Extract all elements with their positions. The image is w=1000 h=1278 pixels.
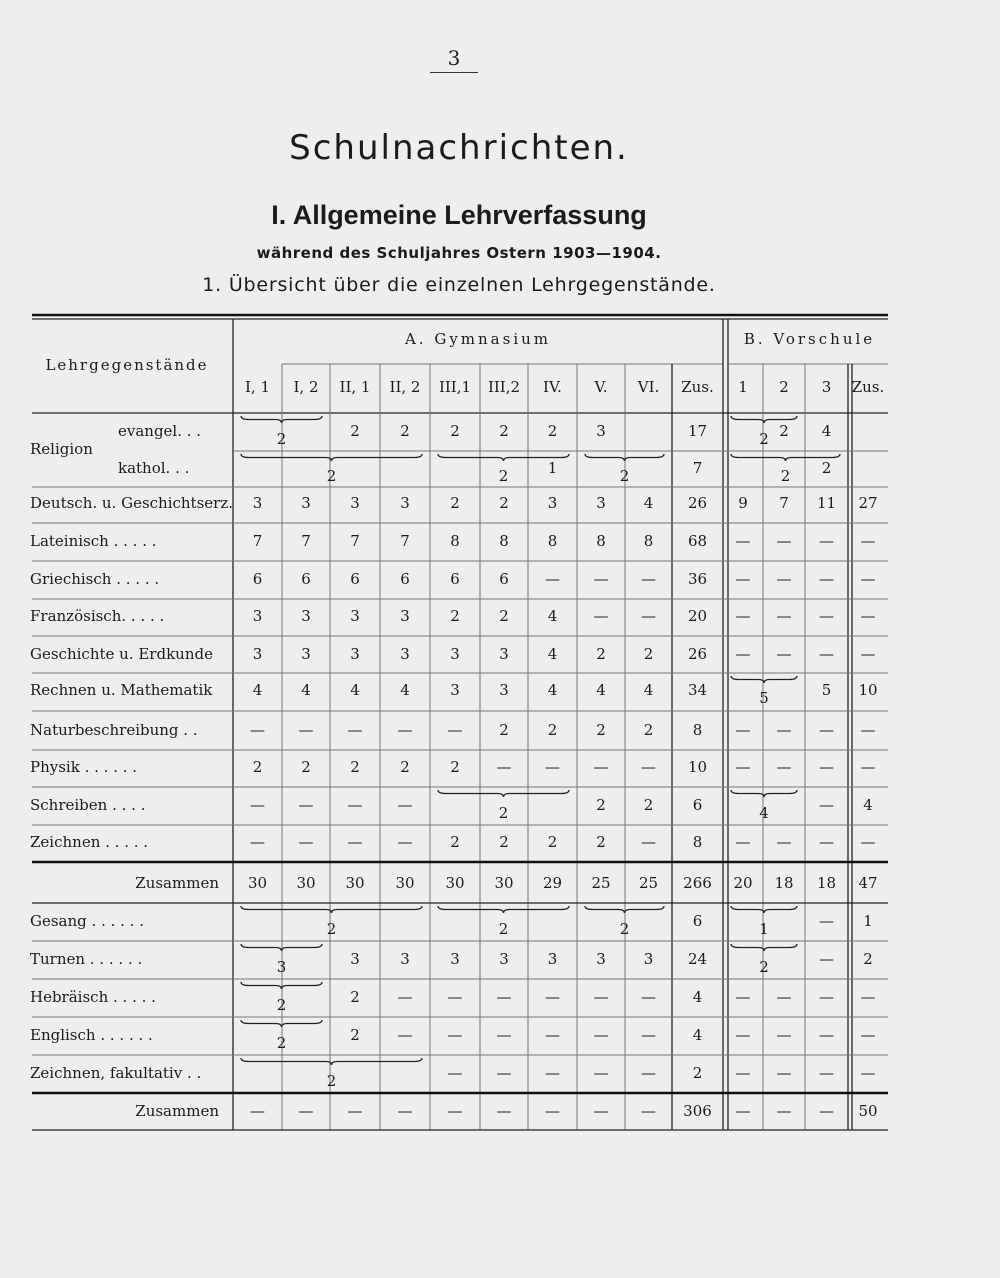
table-cell: — [545,1026,560,1044]
table-cell: — [860,1026,876,1044]
table-cell: 3 [400,950,410,968]
table-cell: — [860,721,876,739]
table-cell: — [641,607,656,625]
table-cell: 3 [596,950,606,968]
column-header: Zus. [681,378,714,396]
table-cell: 36 [687,570,708,588]
table-cell: 2 [350,422,360,440]
table-cell: — [250,721,265,739]
table-cell: 7 [779,494,789,512]
table-cell: — [819,1064,834,1082]
table-cell: 2 [692,1064,703,1082]
table-cell: — [447,988,463,1006]
table-cell: 6 [252,570,263,588]
table-cell: 266 [683,874,712,892]
table-cell: — [819,532,834,550]
table-cell: 3 [499,681,509,699]
table-cell: — [641,570,656,588]
table-cell: 11 [816,494,837,512]
table-cell: 3 [547,494,558,512]
column-header: VI. [637,378,660,396]
table-cell: 3 [400,607,410,625]
table-cell: 17 [687,422,708,440]
span-value: 2 [498,804,509,822]
table-cell: 3 [350,950,360,968]
row-label: Physik . . . . . . [30,758,138,776]
table-cell: — [819,721,834,739]
table-cell: 7 [252,532,263,550]
table-cell: — [641,833,656,851]
table-cell: 4 [252,681,263,699]
table-cell: — [819,912,834,930]
table-cell: 3 [301,494,311,512]
table-cell: — [641,1026,656,1044]
span-brace [731,906,797,913]
table-cell: 5 [821,681,832,699]
table-cell: 4 [692,988,703,1006]
table-cell: — [735,988,751,1006]
table-cell: — [819,570,834,588]
table-cell: — [593,607,609,625]
column-header: I, 1 [244,378,271,396]
table-cell: — [776,721,792,739]
row-label: Deutsch. u. Geschichtserz. [30,494,234,512]
table-cell: 4 [643,681,654,699]
row-label: Schreiben . . . . [30,796,146,814]
table-cell: 2 [499,721,509,739]
column-header: II, 1 [339,378,371,396]
table-cell: — [298,796,314,814]
table-cell: 3 [596,494,606,512]
table-cell: 4 [547,645,558,663]
table-cell: 6 [692,912,703,930]
table-cell: 3 [350,494,360,512]
table-cell: — [593,1026,609,1044]
table-cell: 3 [450,950,460,968]
table-cell: 9 [738,494,748,512]
table-cell: — [641,1102,656,1120]
table-cell: — [250,833,265,851]
table-cell: 2 [350,758,360,776]
table-cell: — [819,833,834,851]
school-year-subtitle: während des Schuljahres Ostern 1903—1904. [256,244,662,262]
table-cell: 2 [547,721,558,739]
table-cell: 2 [450,833,460,851]
table-cell: — [819,607,834,625]
table-cell: — [347,1102,363,1120]
table-cell: — [776,570,792,588]
table-cell: 2 [499,494,509,512]
table-cell: — [593,988,609,1006]
column-header: III,1 [438,378,472,396]
column-header: V. [594,378,608,396]
column-header: I, 2 [293,378,319,396]
table-cell: 2 [499,607,509,625]
table-cell: — [641,758,656,776]
table-cell: — [776,1064,792,1082]
table-cell: 2 [547,422,558,440]
row-label: Naturbeschreibung . . [30,721,198,739]
table-cell: 8 [547,532,558,550]
row-label: kathol. . . [118,459,190,477]
table-cell: — [776,833,792,851]
table-cell: 4 [400,681,410,699]
table-cell: 8 [596,532,606,550]
table-cell: — [860,758,876,776]
row-label: Rechnen u. Mathematik [30,681,213,699]
table-cell: 6 [499,570,509,588]
religion-label: Religion [30,440,93,458]
span-value: 1 [759,920,769,938]
table-cell: 7 [301,532,311,550]
table-cell: — [776,758,792,776]
table-cell: — [593,570,609,588]
span-brace [438,790,569,797]
span-value: 4 [759,804,769,822]
table-cell: 8 [499,532,509,550]
column-header: Zus. [851,378,885,396]
table-cell: — [347,721,363,739]
table-cell: — [397,796,413,814]
table-cell: 3 [499,645,509,663]
table-cell: 24 [687,950,708,968]
table-cell: — [860,833,876,851]
table-cell: — [397,1026,413,1044]
table-cell: — [860,988,876,1006]
row-label: Gesang . . . . . . [30,912,144,930]
table-cell: 4 [863,796,873,814]
table-cell: 3 [400,645,410,663]
row-label: Englisch . . . . . . [30,1026,153,1044]
table-cell: 3 [499,950,509,968]
span-brace [241,454,422,461]
span-value: 3 [276,958,287,976]
table-cell: — [735,607,751,625]
span-value: 2 [780,467,791,485]
table-cell: — [447,1026,463,1044]
table-cell: — [298,721,314,739]
page-number: 3 [447,46,461,70]
table-cell: — [496,1102,512,1120]
span-value: 2 [619,467,630,485]
table-cell: — [397,988,413,1006]
table-cell: 25 [591,874,611,892]
table-cell: — [545,988,560,1006]
table-cell: 7 [692,459,703,477]
column-header: II, 2 [389,378,421,396]
table-cell: — [397,1102,413,1120]
table-cell: — [860,1064,876,1082]
table-cell: 3 [252,645,263,663]
table-cell: 10 [858,681,878,699]
table-cell: — [860,532,876,550]
section-title: I. Allgemeine Lehrverfassung [271,200,647,230]
row-label: Hebräisch . . . . . [30,988,156,1006]
span-value: 2 [498,467,509,485]
table-cell: — [819,1102,834,1120]
table-cell: 2 [596,796,606,814]
table-cell: 3 [643,950,654,968]
table-cell: — [447,1064,463,1082]
table-cell: 20 [687,607,708,625]
table-cell: — [735,833,751,851]
column-header: 2 [779,378,789,396]
table-cell: 2 [596,645,606,663]
table-cell: 4 [350,681,360,699]
row-label: Geschichte u. Erdkunde [30,645,213,663]
table-cell: — [776,988,792,1006]
table-cell: 3 [301,645,311,663]
table-cell: 30 [494,874,514,892]
table-cell: 8 [692,833,703,851]
table-cell: 34 [687,681,708,699]
table-cell: — [735,758,751,776]
table-cell: — [735,721,751,739]
table-cell: — [776,645,792,663]
span-brace [438,906,569,913]
table-cell: — [735,570,751,588]
table-cell: 2 [350,988,360,1006]
table-cell: 6 [350,570,360,588]
table-cell: 2 [596,833,606,851]
table-cell: 4 [596,681,606,699]
span-brace [731,790,797,797]
span-value: 2 [326,1072,337,1090]
table-cell: 3 [450,681,460,699]
row-label: Zeichnen . . . . . [30,833,149,851]
table-cell: 2 [252,758,263,776]
table-cell: 4 [301,681,311,699]
column-header: IV. [543,378,562,396]
table-cell: 6 [692,796,703,814]
span-brace [731,676,797,683]
row-label: Französisch. . . . . [30,607,165,625]
page-title: Schulnachrichten. [289,128,629,168]
table-cell: 2 [350,1026,360,1044]
span-value: 2 [276,996,287,1014]
table-cell: 2 [643,645,654,663]
table-cell: — [298,1102,314,1120]
table-cell: 8 [643,532,654,550]
table-cell: 4 [547,607,558,625]
table-cell: 2 [499,833,509,851]
table-cell: — [397,721,413,739]
span-value: 2 [619,920,630,938]
table-cell: 2 [779,422,789,440]
table-cell: — [819,950,834,968]
table-cell: — [545,1102,560,1120]
table-cell: 29 [542,874,563,892]
table-cell: 30 [247,874,268,892]
table-cell: — [593,1102,609,1120]
table-cell: — [860,570,876,588]
table-cell: 25 [638,874,659,892]
table-cell: — [496,988,512,1006]
table-cell: — [496,758,512,776]
row-label: Griechisch . . . . . [30,570,160,588]
span-value: 2 [498,920,509,938]
row-header-label: Lehrgegenstände [45,356,209,374]
table-cell: 2 [821,459,832,477]
table-cell: 3 [350,607,360,625]
table-cell: 4 [692,1026,703,1044]
table-cell: — [819,645,834,663]
table-cell: 3 [400,494,410,512]
table-cell: — [496,1026,512,1044]
table-cell: — [776,607,792,625]
table-cell: 2 [301,758,311,776]
table-cell: 3 [450,645,460,663]
table-cell: 18 [816,874,837,892]
table-cell: 68 [687,532,708,550]
span-value: 2 [759,958,769,976]
table-cell: 2 [863,950,873,968]
table-cell: — [641,988,656,1006]
table-cell: 26 [687,645,708,663]
table-cell: 3 [350,645,360,663]
group-gymnasium-label: A. Gymnasium [404,330,552,348]
table-cell: 4 [547,681,558,699]
table-cell: 3 [547,950,558,968]
table-cell: 8 [692,721,703,739]
table-cell: — [735,645,751,663]
row-label: Zusammen [135,1102,219,1120]
table-cell: 6 [450,570,460,588]
table-cell: — [776,532,792,550]
table-cell: 3 [596,422,606,440]
table-cell: 6 [301,570,311,588]
span-brace [241,1058,422,1065]
table-cell: — [545,1064,560,1082]
table-cell: — [250,1102,265,1120]
table-cell: 10 [687,758,708,776]
table-cell: 8 [450,532,460,550]
span-value: 2 [326,920,337,938]
table-cell: — [250,796,265,814]
row-label: evangel. . . [118,422,202,440]
table-cell: 2 [400,758,410,776]
span-value: 2 [759,430,769,448]
table-cell: 3 [252,607,263,625]
table-cell: 20 [733,874,753,892]
table-cell: — [735,1064,751,1082]
table-cell: — [496,1064,512,1082]
table-cell: — [447,721,463,739]
group-vorschule-label: B. Vorschule [743,330,876,348]
table-cell: 6 [400,570,410,588]
table-cell: 2 [643,721,654,739]
table-cell: — [776,1102,792,1120]
table-cell: 7 [400,532,410,550]
table-cell: — [397,833,413,851]
table-cell: — [641,1064,656,1082]
table-cell: 2 [450,758,460,776]
table-cell: — [860,645,876,663]
table-cell: — [819,988,834,1006]
table-cell: — [819,1026,834,1044]
table-cell: 7 [350,532,360,550]
table-cell: 50 [858,1102,878,1120]
table-cell: 3 [301,607,311,625]
table-cell: — [819,796,834,814]
span-brace [731,944,797,951]
row-label: Lateinisch . . . . . [30,532,157,550]
column-header: 1 [738,378,748,396]
row-label: Turnen . . . . . . [30,950,143,968]
table-cell: — [735,1102,751,1120]
row-label: Zeichnen, fakultativ . . [30,1064,202,1082]
column-header: 3 [821,378,832,396]
table-cell: — [860,607,876,625]
overview-title: 1. Übersicht über die einzelnen Lehrgegenstände. [202,274,716,296]
table-cell: — [545,758,560,776]
table-cell: — [593,1064,609,1082]
table-cell: — [735,532,751,550]
table-cell: — [819,758,834,776]
table-cell: — [545,570,560,588]
table-cell: 3 [252,494,263,512]
table-cell: 2 [643,796,654,814]
span-value: 2 [276,1034,287,1052]
table-cell: 2 [547,833,558,851]
table-cell: 30 [395,874,415,892]
column-header: III,2 [487,378,521,396]
span-value: 2 [326,467,337,485]
table-cell: 2 [450,494,460,512]
table-cell: 2 [450,607,460,625]
table-cell: 27 [858,494,878,512]
table-cell: 4 [643,494,654,512]
span-value: 2 [276,430,287,448]
span-value: 5 [759,689,769,707]
table-cell: 30 [445,874,465,892]
table-cell: 4 [821,422,832,440]
span-brace [241,906,422,913]
table-cell: — [347,796,363,814]
table-cell: — [447,1102,463,1120]
table-cell: 30 [296,874,316,892]
table-cell: 2 [596,721,606,739]
table-cell: — [593,758,609,776]
table-cell: 18 [774,874,794,892]
table-cell: 2 [499,422,509,440]
table-cell: 2 [400,422,410,440]
table-cell: 1 [547,459,558,477]
row-label: Zusammen [135,874,219,892]
table-cell: — [298,833,314,851]
table-cell: 306 [683,1102,712,1120]
table-cell: 47 [858,874,878,892]
table-cell: 30 [345,874,365,892]
table-cell: — [347,833,363,851]
table-cell: — [776,1026,792,1044]
table-cell: 2 [450,422,460,440]
table-cell: — [735,1026,751,1044]
table-cell: 1 [863,912,873,930]
table-cell: 26 [687,494,708,512]
